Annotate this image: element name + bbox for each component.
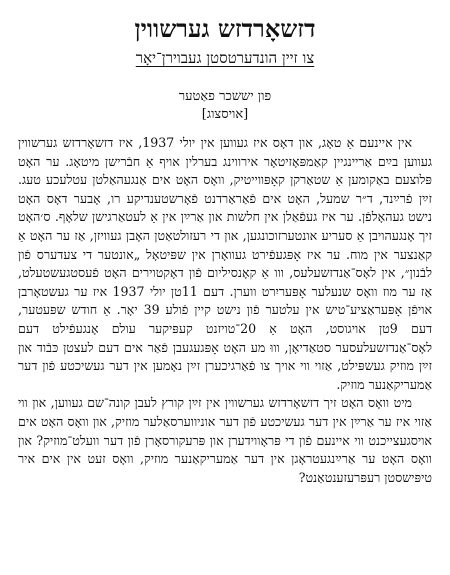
excerpt-tag: [אויסצוג] [201, 107, 249, 122]
paragraph: אין איינעם אַ טאָג, און דאָס איז געווען אין יולי 1937, איז דזשאָרדזש גערשווין געווען בײַם אַריינגיין קאַמפּאָזיטאָר אירווינג בערלין אויף אַ חבֿרישן מיטאָג. ער האָט פּלוצעם באַקומען אַ שטאַרקן קאָפּװייטיק, וואָס האָט אים אַנגעהאַלטן עטלעכע טעג. זײַן פֿרײַנד, ד״ר שמעל, האָט אים פֿאַראַרדנט פֿאָרשטענדיקע רו, אָבער דאָס האָט נישט געהאָלפֿן. ער איז געפֿאַלן אין חלשות און אַרײַן אין אַ לעטאַרגישן שלאָף. ס׳האָט זיך אָנגעהויבן אַ סעריע אונטערזוכונגען, און די רעזולטאַטן האָבן געוויזן, אַז ער האָט אַ קאַנצער אין מוח. ער איז אָפּגעפֿירט געוואָרן אין שפּיטאָל „אונטער די צעדערס פֿון לבֿנון״, אין לאָס־אַנדזשעלעס, ווו אַ קאָנסיליום פֿון דאָקטוירים האָט פֿעסטגעשטעלט, אַז ער מוז וואָס שנעלער אָפּעריִרט ווערן. דעם 11טן יולי 1937 איז ער געשטאָרבן אויפֿן אָפּעראַציע־טיש אין עלטער פֿון נישט קיין פֿולע 39 יאָר. אַ חודש שפּעטער, דעם 9טן אויגוסט, האָט אַ 20־טויזנט קעפּיקער עולם אָנגעפֿילט דעם לאָס־אַנדזשעלעסער סטאַדיאָן, וווּ מע האָט אָפּגעגעבן פֿאַר אים דעם לעצטן כּבֿוד און זײַן מוזיק געשפּילט, אַזוי ווי אויך צו פֿאַרגיכערן זײַן נאָמען אין דער געשיכטע פֿון דער אַמעריקאַנער מוזיק. [18, 135, 432, 392]
author-byline: פון יששכר פאַטער [178, 89, 272, 104]
article-title: דזשאָרדזש גערשווין [134, 14, 316, 43]
article-body [18, 134, 432, 487]
article-subtitle: צו זיין הונדערטסטן געבוירן־יאָר [135, 49, 315, 67]
paragraph: מיט וואָס האָט זיך דזשאָרדזש גערשווין אין זײַן קורץ לעבן קונה־שם געווען, און ווי אַזוי איז ער אַרײַן אין דער געשיכטע פֿון דער אוניווערסאַלער מוזיק, און וואָס האָט אים אויסגעצייכנט ווי איינעם פֿון די פּראָווידערן און פּרעקורסאָרן פֿון דער וועלט־מוזיק? און וואָס האָט ער אַרײַנגעטראָגן אין דער אַמעריקאַנער מוזיק, וואָס זעט אין אים איר טיפּישסטן רעפּרעזענטאַנט? [18, 395, 432, 485]
